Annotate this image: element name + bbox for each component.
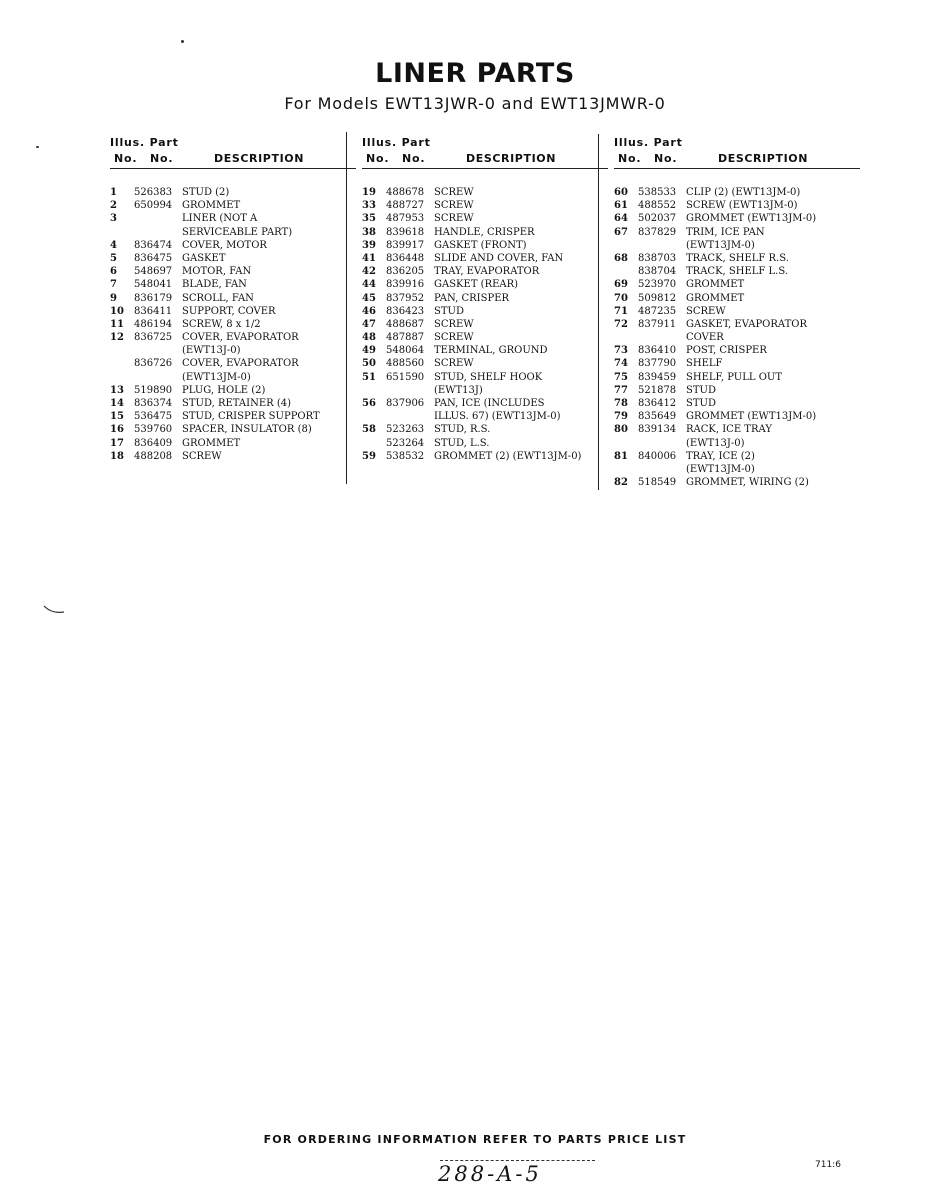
part-row [110,331,350,344]
illus-number: 74 [614,358,628,370]
part-description: GROMMET, WIRING (2) [686,477,809,489]
part-description: COVER, EVAPORATOR [182,358,299,370]
illus-number: 58 [362,424,376,436]
header-part-no: No. [654,152,678,165]
part-description: SCROLL, FAN [182,292,254,304]
part-number: 839916 [386,279,425,291]
part-row [110,278,350,291]
illus-number: 39 [362,239,376,251]
part-description: TRIM, ICE PAN [686,226,765,238]
part-number: 488678 [386,187,425,198]
part-description: GROMMET (EWT13JM-0) [686,411,817,423]
part-number: 487953 [386,213,425,225]
part-number: 836448 [386,252,425,264]
part-number: 651590 [386,371,425,383]
part-number: 839618 [386,226,425,238]
part-description: TRACK, SHELF L.S. [686,266,789,278]
scan-speck [181,40,184,43]
illus-number: 3 [110,213,117,225]
part-row [614,278,854,291]
part-number: 488687 [386,318,425,330]
scan-mark [42,604,66,616]
part-number: 839917 [386,239,425,251]
part-number: 523264 [386,437,425,449]
part-description: SCREW [434,200,474,212]
part-row [362,265,602,278]
part-number: 836205 [386,266,425,278]
part-row [110,305,350,318]
parts-list [110,186,350,463]
part-description: STUD (2) [182,187,230,198]
part-row [110,226,350,239]
part-number: 839459 [638,371,677,383]
illus-number: 49 [362,345,376,357]
part-row [110,186,350,199]
part-row [362,397,602,410]
part-description: STUD, R.S. [434,424,491,436]
part-description: SCREW [686,305,726,317]
part-row [362,423,602,436]
part-description: (EWT13J-0) [686,437,745,449]
header-rule [110,168,356,169]
illus-number: 4 [110,239,117,251]
part-description: GROMMET [686,292,745,304]
part-description: GASKET (REAR) [434,279,519,291]
column-divider [346,132,347,484]
part-row [614,371,854,384]
header-illus-no: No. [366,152,390,165]
illus-number: 48 [362,332,376,344]
illus-number: 51 [362,371,376,383]
part-number: 488552 [638,200,677,212]
part-row [614,450,854,463]
part-row [362,212,602,225]
part-description: TRAY, EVAPORATOR [434,266,540,278]
part-row [614,357,854,370]
part-row [614,318,854,331]
illus-number: 72 [614,318,628,330]
part-description: STUD [686,384,716,396]
illus-number: 56 [362,398,376,409]
part-number: 837790 [638,358,677,370]
part-description: (EWT13J-0) [182,345,241,357]
part-row [614,265,854,278]
part-row [614,239,854,252]
part-description: SCREW, 8 x 1/2 [182,318,261,330]
part-row [362,344,602,357]
illus-number: 17 [110,437,124,449]
part-number: 836474 [134,239,173,251]
part-row [614,292,854,305]
part-number: 837906 [386,398,425,409]
part-description: SUPPORT, COVER [182,305,276,317]
part-row [362,239,602,252]
part-description: LINER (NOT A [182,213,258,225]
part-number: 836179 [134,292,173,304]
part-row [614,305,854,318]
parts-column-3 [614,134,854,489]
part-description: SLIDE AND COVER, FAN [434,252,564,264]
part-description: ILLUS. 67) (EWT13JM-0) [434,411,561,423]
part-row [614,384,854,397]
part-description: SCREW [434,332,474,344]
part-description: STUD, L.S. [434,437,490,449]
part-description: HANDLE, CRISPER [434,226,535,238]
part-row [614,463,854,476]
part-row [110,437,350,450]
illus-number: 7 [110,279,117,291]
part-row [110,344,350,357]
part-description: (EWT13JM-0) [182,371,251,383]
part-number: 839134 [638,424,677,436]
part-description: SCREW (EWT13JM-0) [686,200,798,212]
illus-number: 64 [614,213,628,225]
part-number: 548697 [134,266,173,278]
part-number: 837952 [386,292,425,304]
part-number: 836725 [134,332,173,344]
header-description: DESCRIPTION [214,152,305,165]
illus-number: 69 [614,279,628,291]
illus-number: 16 [110,424,124,436]
parts-column-1 [110,134,350,463]
part-description: GROMMET (EWT13JM-0) [686,213,817,225]
illus-number: 46 [362,305,376,317]
part-row [362,450,602,463]
part-description: GASKET, EVAPORATOR [686,318,807,330]
illus-number: 81 [614,450,628,462]
header-illus-no: No. [114,152,138,165]
illus-number: 61 [614,200,628,212]
illus-number: 11 [110,318,124,330]
illus-number: 35 [362,213,376,225]
part-description: BLADE, FAN [182,279,247,291]
illus-number: 18 [110,450,124,462]
part-row [362,278,602,291]
part-row [362,437,602,450]
part-description: PAN, ICE (INCLUDES [434,398,545,409]
illus-number: 70 [614,292,628,304]
part-row [110,265,350,278]
part-number: 836411 [134,305,173,317]
part-row [362,357,602,370]
part-description: GROMMET (2) (EWT13JM-0) [434,450,582,462]
part-number: 487235 [638,305,677,317]
illus-number: 44 [362,279,376,291]
illus-number: 67 [614,226,628,238]
part-row [614,344,854,357]
part-number: 840006 [638,450,677,462]
part-row [110,199,350,212]
illus-number: 75 [614,371,628,383]
part-description: (EWT13JM-0) [686,463,755,475]
part-number: 486194 [134,318,173,330]
part-number: 835649 [638,411,677,423]
part-number: 836726 [134,358,173,370]
part-description: SHELF, PULL OUT [686,371,782,383]
illus-number: 42 [362,266,376,278]
illus-number: 60 [614,187,628,198]
part-number: 487887 [386,332,425,344]
part-description: PAN, CRISPER [434,292,510,304]
part-row [614,476,854,489]
header-illus-part: Illus. Part [614,136,683,149]
header-part-no: No. [402,152,426,165]
part-number: 509812 [638,292,677,304]
part-row [362,252,602,265]
illus-number: 50 [362,358,376,370]
part-description: MOTOR, FAN [182,266,252,278]
part-row [362,318,602,331]
page-subtitle: For Models EWT13JWR-0 and EWT13JMWR-0 [284,94,666,113]
part-description: STUD, SHELF HOOK [434,371,543,383]
part-row [614,212,854,225]
illus-number: 10 [110,305,124,317]
part-number: 488560 [386,358,425,370]
part-number: 838704 [638,266,677,278]
part-description: COVER, EVAPORATOR [182,332,299,344]
part-description: SCREW [182,450,222,462]
illus-number: 1 [110,187,117,198]
illus-number: 9 [110,292,117,304]
header-illus-no: No. [618,152,642,165]
part-number: 836410 [638,345,677,357]
part-description: GROMMET [686,279,745,291]
illus-number: 38 [362,226,376,238]
part-row [614,199,854,212]
parts-list [614,186,854,489]
part-description: SERVICEABLE PART) [182,226,293,238]
column-header [614,134,854,174]
header-part-no: No. [150,152,174,165]
part-number: 836423 [386,305,425,317]
part-number: 538533 [638,187,677,198]
part-number: 548064 [386,345,425,357]
part-row [362,226,602,239]
part-description: STUD [686,398,716,409]
part-row [362,371,602,384]
illus-number: 47 [362,318,376,330]
part-number: 650994 [134,200,173,212]
header-description: DESCRIPTION [466,152,557,165]
part-row [110,357,350,370]
part-description: COVER [686,332,724,344]
part-number: 523263 [386,424,425,436]
part-description: GROMMET [182,437,241,449]
part-description: SCREW [434,358,474,370]
illus-number: 15 [110,411,124,423]
handwritten-underline [440,1160,595,1161]
part-row [110,292,350,305]
part-row [110,318,350,331]
illus-number: 45 [362,292,376,304]
part-description: COVER, MOTOR [182,239,267,251]
part-number: 837911 [638,318,677,330]
illus-number: 59 [362,450,376,462]
column-header [110,134,350,174]
illus-number: 12 [110,332,124,344]
part-description: GASKET (FRONT) [434,239,527,251]
part-number: 838703 [638,252,677,264]
part-description: PLUG, HOLE (2) [182,384,266,396]
part-number: 836374 [134,398,173,409]
part-row [110,239,350,252]
illus-number: 5 [110,252,117,264]
part-description: GASKET [182,252,226,264]
scan-speck [36,146,39,148]
part-row [362,292,602,305]
illus-number: 13 [110,384,124,396]
part-description: SCREW [434,213,474,225]
part-description: (EWT13JM-0) [686,239,755,251]
illus-number: 14 [110,398,124,409]
part-row [110,371,350,384]
illus-number: 78 [614,398,628,409]
illus-number: 71 [614,305,628,317]
part-row [362,384,602,397]
header-illus-part: Illus. Part [362,136,431,149]
part-description: TERMINAL, GROUND [434,345,548,357]
column-divider [598,134,599,490]
part-number: 836409 [134,437,173,449]
part-description: SHELF [686,358,723,370]
column-header [362,134,602,174]
part-number: 836475 [134,252,173,264]
part-number: 488208 [134,450,173,462]
part-description: CLIP (2) (EWT13JM-0) [686,187,801,198]
part-description: SPACER, INSULATOR (8) [182,424,312,436]
part-description: RACK, ICE TRAY [686,424,772,436]
part-row [362,331,602,344]
part-row [110,450,350,463]
header-illus-part: Illus. Part [110,136,179,149]
illus-number: 6 [110,266,117,278]
header-rule [614,168,860,169]
part-row [110,252,350,265]
illus-number: 2 [110,200,117,212]
part-number: 548041 [134,279,173,291]
part-number: 521878 [638,384,677,396]
part-row [362,186,602,199]
part-row [614,397,854,410]
document-code: 711:6 [815,1160,841,1170]
part-row [614,423,854,436]
handwritten-code: 288-A-5 [438,1162,542,1186]
part-description: STUD, CRISPER SUPPORT [182,411,320,423]
part-description: TRACK, SHELF R.S. [686,252,789,264]
part-number: 519890 [134,384,173,396]
part-row [362,199,602,212]
part-row [110,397,350,410]
part-row [362,305,602,318]
part-number: 536475 [134,411,173,423]
part-row [614,226,854,239]
part-description: TRAY, ICE (2) [686,450,755,462]
illus-number: 68 [614,252,628,264]
illus-number: 79 [614,411,628,423]
part-row [110,410,350,423]
part-row [614,331,854,344]
part-number: 523970 [638,279,677,291]
part-number: 488727 [386,200,425,212]
parts-list [362,186,602,463]
part-description: SCREW [434,187,474,198]
part-row [614,410,854,423]
part-row [614,252,854,265]
part-number: 526383 [134,187,173,198]
part-number: 836412 [638,398,677,409]
part-row [362,410,602,423]
illus-number: 19 [362,187,376,198]
part-description: SCREW [434,318,474,330]
illus-number: 73 [614,345,628,357]
part-row [110,423,350,436]
part-number: 538532 [386,450,425,462]
illus-number: 80 [614,424,628,436]
illus-number: 77 [614,384,628,396]
part-description: STUD, RETAINER (4) [182,398,292,409]
part-description: STUD [434,305,464,317]
part-row [110,212,350,225]
header-description: DESCRIPTION [718,152,809,165]
part-number: 837829 [638,226,677,238]
part-row [614,437,854,450]
illus-number: 82 [614,477,628,489]
part-description: POST, CRISPER [686,345,767,357]
illus-number: 41 [362,252,376,264]
part-number: 539760 [134,424,173,436]
parts-column-2 [362,134,602,463]
part-row [614,186,854,199]
part-description: (EWT13J) [434,384,483,396]
page-title: LINER PARTS [375,58,575,89]
part-number: 502037 [638,213,677,225]
header-rule [362,168,608,169]
illus-number: 33 [362,200,376,212]
part-row [110,384,350,397]
part-description: GROMMET [182,200,241,212]
ordering-footer: FOR ORDERING INFORMATION REFER TO PARTS PRICE LIST [263,1133,687,1146]
part-number: 518549 [638,477,677,489]
